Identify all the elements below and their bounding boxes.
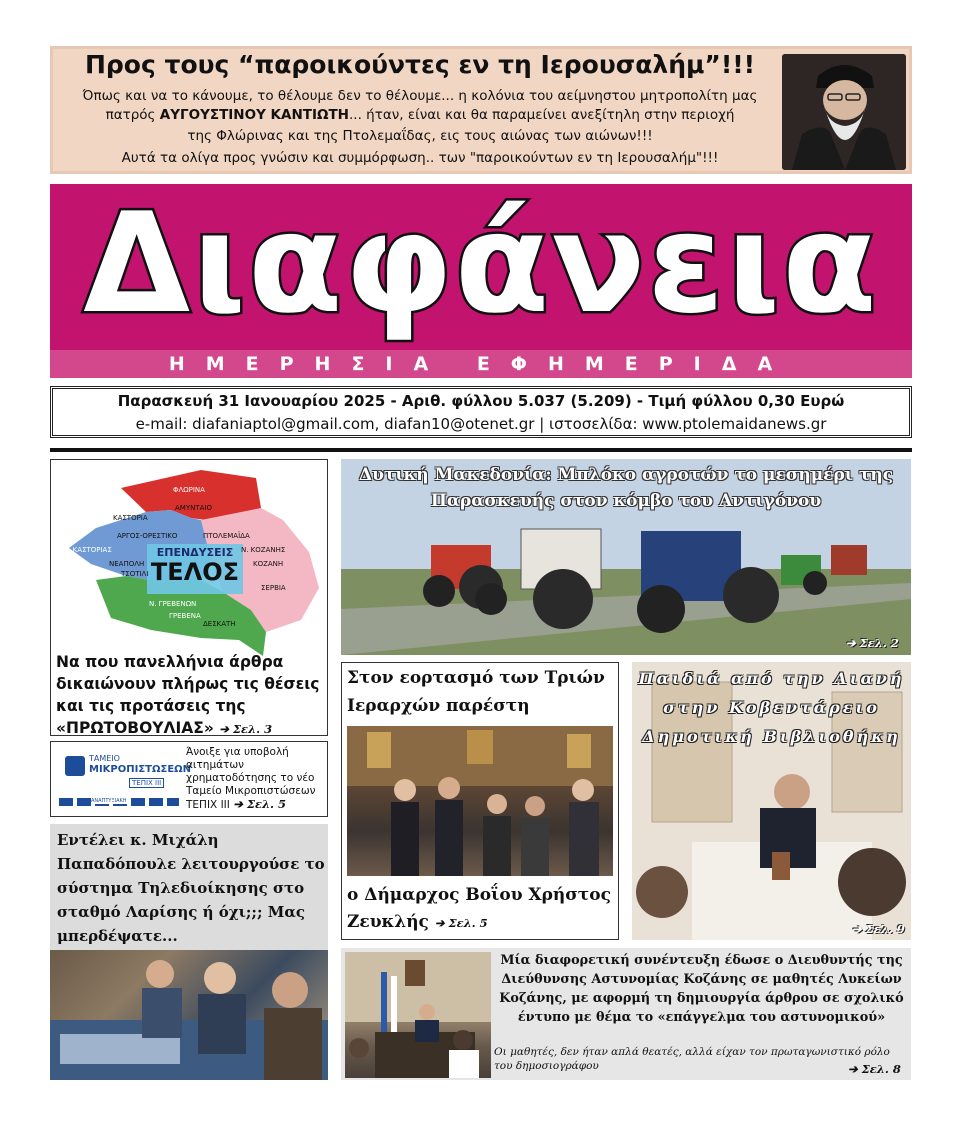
map-label-florina: ΦΛΩΡΙΝΑ <box>173 486 205 494</box>
hierarchs-title[interactable]: Στον εορτασμό των Τριών Ιεραρχών παρέστη <box>347 668 605 716</box>
kids-page-ref[interactable]: ➔ Σελ. 9 <box>852 922 905 936</box>
control-room-photo <box>50 950 328 1080</box>
map-label-neapoli: ΝΕΑΠΟΛΗ <box>109 560 145 568</box>
police-page-ref[interactable]: ➔ Σελ. 8 <box>848 1062 901 1076</box>
hierarchs-photo <box>347 726 613 876</box>
map-story-headline[interactable]: Να που πανελλήνια άρθρα δικαιώνουν πλήρως τις θέσεις και τις προτάσεις της «ΠΡΩΤΟΒΟΥΛΙΑΣ» ➔ Σελ. 3 <box>56 653 320 737</box>
tameio-logo-icon <box>65 756 85 776</box>
map-label-kastoria: ΚΑΣΤΟΡΙΑ <box>113 514 148 522</box>
police-article-subtitle[interactable]: Οι μαθητές, δεν ήταν απλά θεατές, αλλά είχαν τον πρωταγωνιστικό ρόλο του δημοσιογράφου <box>494 1046 890 1072</box>
map-label-grevena: ΓΡΕΒΕΝΑ <box>169 612 201 620</box>
map-label-deskati: ΔΕΣΚΑΤΗ <box>203 620 236 628</box>
top-banner-line-3: της Φλώρινας και της Πτολεμαΐδας, εις τους αιώνας των αιώνων!!! <box>187 128 653 144</box>
police-interview-photo <box>345 952 491 1078</box>
investment-badge-line-2: ΤΕΛΟΣ <box>150 558 240 586</box>
masthead-subtitle: ΗΜΕΡΗΣΙΑ ΕΦΗΜΕΡΙΔΑ <box>168 353 794 375</box>
tameio-ad-text[interactable]: Άνοιξε για υποβολή αιτημάτων χρηματοδότησης το νέο Ταμείο Μικροπιστώσεων ΤΕΠΙΧ ΙΙΙ ➔ Σελ. 5 <box>186 746 316 811</box>
top-banner-line-4: Αυτά τα ολίγα προς γνώσιν και συμμόρφωση.. των "παροικούντων εν τη Ιερουσαλήμ"!!! <box>121 150 719 166</box>
tameio-logo-line-2: ΜΙΚΡΟΠΙΣΤΩΣΕΩΝ <box>89 764 192 775</box>
map-label-tsotili: ΤΣΟΤΙΛΙ <box>121 570 149 578</box>
police-article-title[interactable]: Μία διαφορετική συνέντευξη έδωσε ο Διευθυντής της Διεύθυνσης Αστυνομίας Κοζάνης σε μαθητές Λυκείων Κοζάνης, με αφορμή τη δημιουργία άρθρου σε σχολικό έντυπο με θέμα το «επάγγελμα του αστυνομικού» <box>499 953 904 1025</box>
map-label-kozani-prefecture: Ν. ΚΟΖΑΝΗΣ <box>241 546 286 554</box>
tameio-logo-line-1: ΤΑΜΕΙΟ <box>89 754 120 763</box>
map-label-argos-orestiko: ΑΡΓΟΣ-ΟΡΕΣΤΙΚΟ <box>117 532 178 540</box>
top-banner-line-1: Όπως και να το κάνουμε, το θέλουμε δεν το θέλουμε... η κολόνια του αείμνηστου μητροπολίτη μας <box>82 88 758 104</box>
tractor-headline-lead: Δυτική Μακεδονία: <box>358 465 552 485</box>
issue-date-line: Παρασκευή 31 Ιανουαρίου 2025 - Αριθ. φύλλου 5.037 (5.209) - Τιμή φύλλου 0,30 Ευρώ <box>117 392 845 410</box>
tameio-page-ref[interactable]: ➔ Σελ. 5 <box>233 797 287 811</box>
tractor-page-ref[interactable]: ➔ Σελ. 2 <box>846 636 899 650</box>
map-label-kastoria-prefecture: Ν. ΚΑΣΤΟΡΙΑΣ <box>63 546 112 554</box>
section-divider <box>50 448 912 452</box>
priest-photo <box>782 54 906 170</box>
hierarchs-page-ref[interactable]: ➔ Σελ. 5 <box>434 916 488 930</box>
map-story-page-ref[interactable]: ➔ Σελ. 3 <box>219 722 273 736</box>
library-kids-headline[interactable]: Παιδιά από την Αιανή στην Κοβεντάρειο Δημοτική Βιβλιοθήκη <box>638 669 905 746</box>
papadopoulos-headline[interactable]: Εντέλει κ. Μιχάλη Παπαδόπουλε λειτουργούσε το σύστημα Τηλεδιοίκησης στο σταθμό Λαρίσης ή όχι;;; Μας μπερδέψατε... <box>57 831 325 945</box>
tractor-blockade-headline[interactable]: Δυτική Μακεδονία: Μπλόκο αγροτών το μεσημέρι της Παρασκευής στον κόμβο του Αντιγόνου <box>358 465 894 511</box>
map-label-servia: ΣΕΡΒΙΑ <box>261 584 286 592</box>
map-label-kozani: ΚΟΖΑΝΗ <box>253 560 284 568</box>
map-label-florina-prefecture: Ν. ΦΛΩΡΙΝΑΣ <box>81 476 128 484</box>
issue-contact-line[interactable]: e-mail: diafaniaptol@gmail.com, diafan10@otenet.gr | ιστοσελίδα: www.ptolemaidanews.gr <box>135 415 827 433</box>
map-label-ptolemaida: ΠΤΟΛΕΜΑΪΔΑ <box>203 532 250 540</box>
investment-badge-line-1: ΕΠΕΝΔΥΣΕΙΣ <box>156 546 234 559</box>
map-label-grevena-prefecture: Ν. ΓΡΕΒΕΝΩΝ <box>149 600 197 608</box>
top-banner-title: Προς τους “παροικούντες εν τη Ιερουσαλήμ”!!! <box>84 50 756 79</box>
map-label-amyntaio: ΑΜΥΝΤΑΙΟ <box>175 504 212 512</box>
tameio-logo-line-4: ΑΝΑΠΤΥΞΙΑΚΗ <box>91 798 127 804</box>
tameio-logo-line-3: ΤΕΠΙΧ ΙΙΙ <box>129 778 164 788</box>
masthead-title: Διαφάνεια <box>83 183 879 344</box>
hierarchs-caption[interactable]: ο Δήμαρχος Βοΐου Χρήστος Ζευκλής ➔ Σελ. 5 <box>347 885 611 932</box>
top-banner-line-2: πατρός ΑΥΓΟΥΣΤΙΝΟΥ ΚΑΝΤΙΩΤΗ... ήταν, είναι και θα παραμείνει ανεξίτηλη στην περιοχή <box>105 107 735 123</box>
